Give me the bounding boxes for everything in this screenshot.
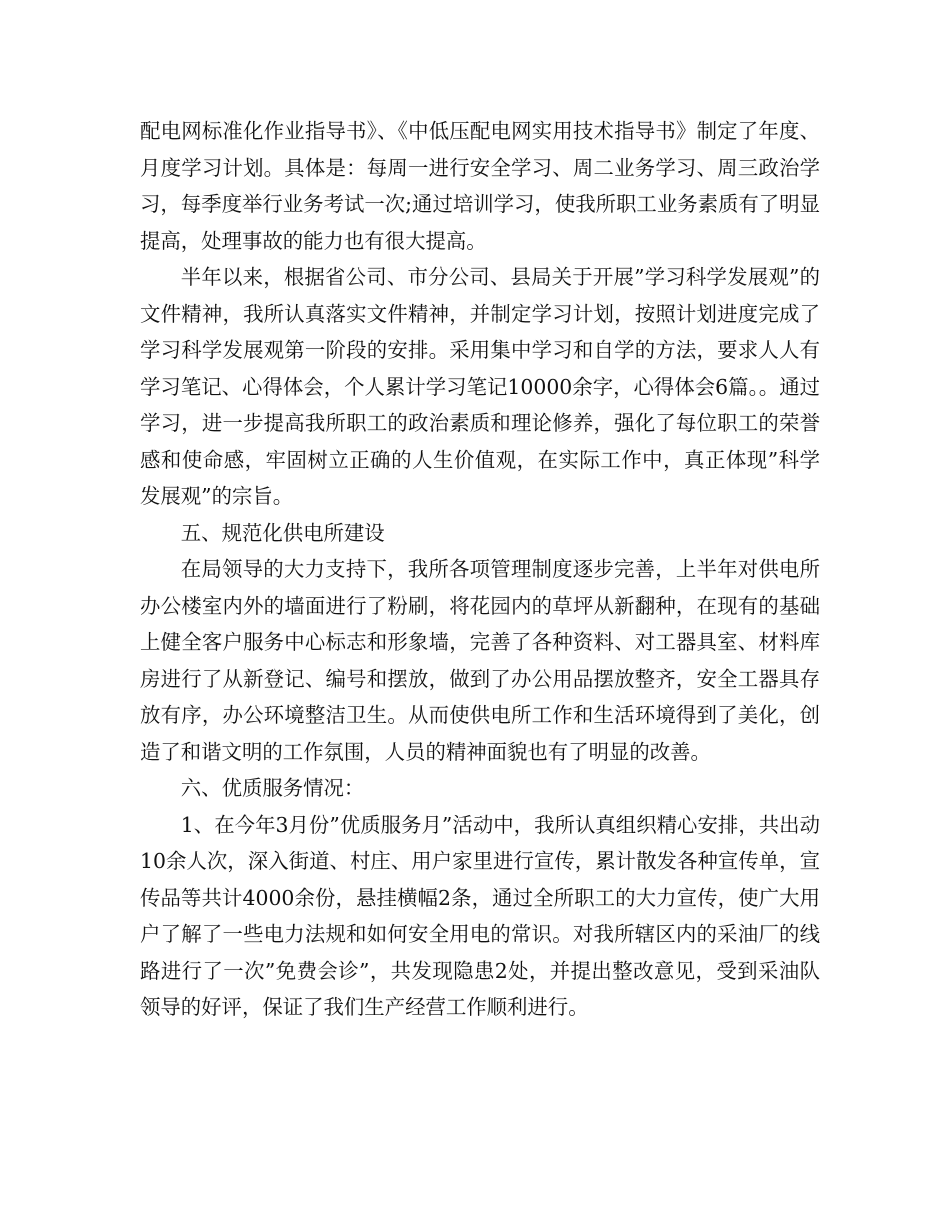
document-body — [140, 113, 820, 1026]
paragraph-scientific-development: 半年以来，根据省公司、市分公司、县局关于开展”学习科学发展观”的文件精神，我所认真落实文件精神，并制定学习计划，按照计划进度完成了学习科学发展观第一阶段的安排。采用集中学习和自学的方法，要求人人有学习笔记、心得体会，个人累计学习笔记10000余字，心得体会6篇。。通过学习，进一步提高我所职工的政治素质和理论修养，强化了每位职工的荣誉感和使命感，牢固树立正确的人生价值观，在实际工作中，真正体现”科学发展观”的宗旨。 — [140, 265, 820, 508]
section-heading-quality-service: 六、优质服务情况： — [180, 776, 365, 800]
paragraph-study-plan: 配电网标准化作业指导书》、《中低压配电网实用技术指导书》制定了年度、月度学习计划。具体是：每周一进行安全学习、周二业务学习、周三政治学习，每季度举行业务考试一次;通过培训学习，使我所职工业务素质有了明显提高，处理事故的能力也有很大提高。 — [140, 119, 820, 253]
paragraph-service-month: 1、在今年3月份”优质服务月”活动中，我所认真组织精心安排，共出动10余人次，深入街道、村庄、用户家里进行宣传，累计散发各种宣传单，宣传品等共计4000余份，悬挂横幅2条，通过全所职工的大力宣传，使广大用户了解了一些电力法规和如何安全用电的常识。对我所辖区内的采油厂的线路进行了一次”免费会诊”，共发现隐患2处，并提出整改意见，受到采油队领导的好评，保证了我们生产经营工作顺利进行。 — [140, 812, 820, 1019]
section-heading-standardization: 五、规范化供电所建设 — [180, 520, 385, 545]
paragraph-office-construction: 在局领导的大力支持下，我所各项管理制度逐步完善，上半年对供电所办公楼室内外的墙面进行了粉刷，将花园内的草坪从新翻种，在现有的基础上健全客户服务中心标志和形象墙，完善了各种资料、对工器具室、材料库房进行了从新登记、编号和摆放，做到了办公用品摆放整齐，安全工器具存放有序，办公环境整洁卫生。从而使供电所工作和生活环境得到了美化，创造了和谐文明的工作氛围，人员的精神面貌也有了明显的改善。 — [140, 557, 820, 764]
